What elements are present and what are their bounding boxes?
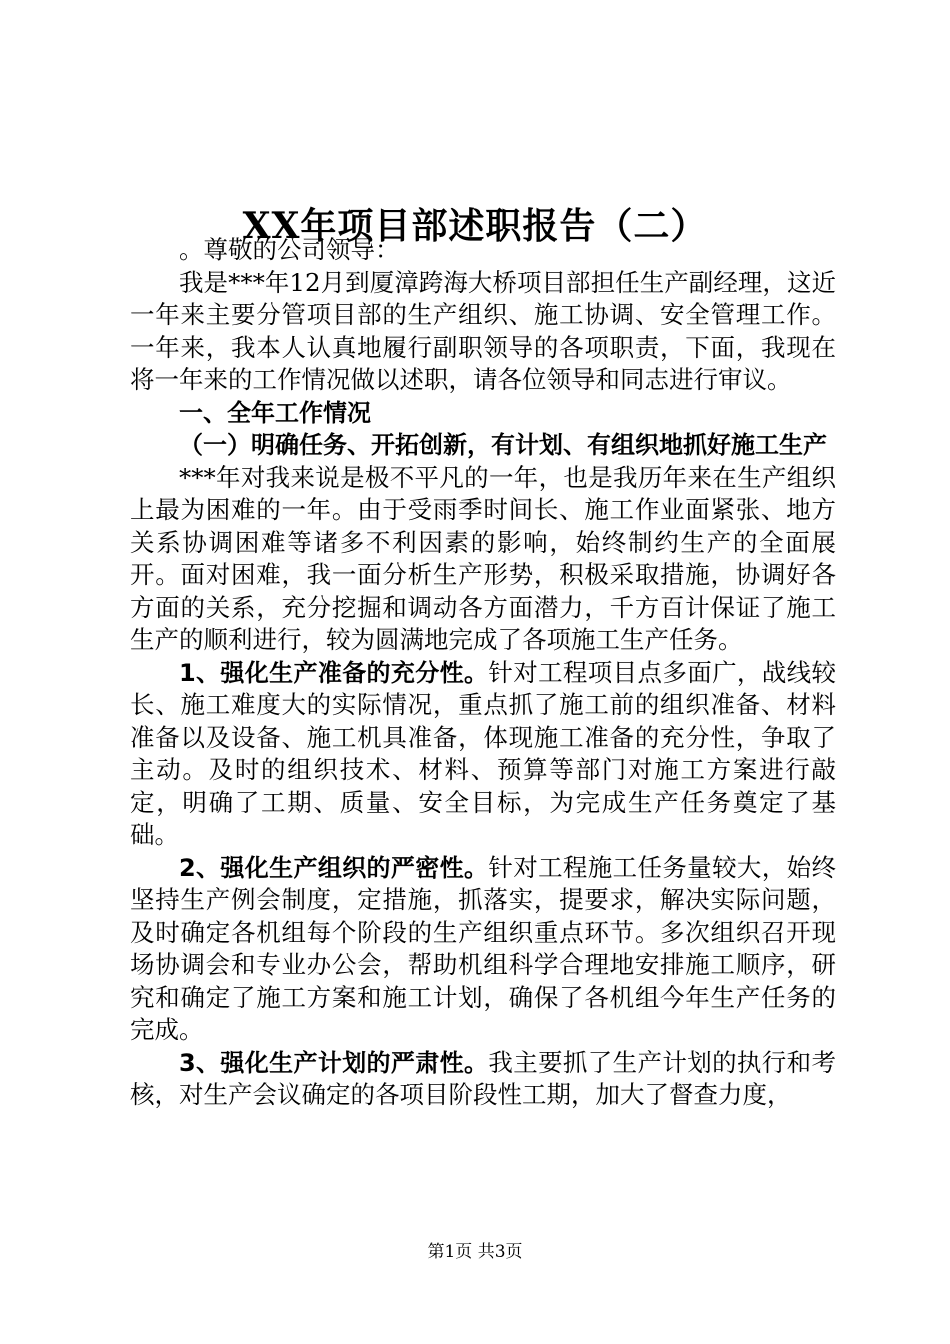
section-heading-1: 一、全年工作情况 xyxy=(179,398,371,427)
item-3-text: 我主要抓了生产计划的执行和考核，对生产会议确定的各项目阶段性工期，加大了督查力度， xyxy=(130,1047,837,1109)
item-1-lead: 1、强化生产准备的充分性。 xyxy=(179,658,489,687)
document-title: XX年项目部述职报告（二） xyxy=(242,205,708,248)
item-2-paragraph xyxy=(130,852,836,1047)
item-2-lead: 2、强化生产组织的严密性。 xyxy=(179,853,489,882)
page-number-footer: 第1页 共3页 xyxy=(427,1242,523,1262)
salutation: 。尊敬的公司领导： xyxy=(179,235,400,264)
document-body xyxy=(130,234,836,1112)
intro-paragraph: 我是***年12月到厦漳跨海大桥项目部担任生产副经理，这近一年来主要分管项目部的生产组织、施工协调、安全管理工作。一年来，我本人认真地履行副职领导的各项职责，下面，我现在将一年来的工作情况做以述职，请各位领导和同志进行审议。 xyxy=(130,267,836,394)
item-1-text: 针对工程项目点多面广，战线较长、施工难度大的实际情况，重点抓了施工前的组织准备、材料准备以及设备、施工机具准备，体现施工准备的充分性，争取了主动。及时的组织技术、材料、预算等部门对施工方案进行敲定，明确了工期、质量、安全目标，为完成生产任务奠定了基础。 xyxy=(130,657,837,849)
subsection-heading-1: （一）明确任务、开拓创新，有计划、有组织地抓好施工生产 xyxy=(179,431,827,459)
item-1-paragraph xyxy=(130,657,836,852)
overview-paragraph: ***年对我来说是极不平凡的一年，也是我历年来在生产组织上最为困难的一年。由于受雨季时间长、施工作业面紧张、地方关系协调困难等诸多不利因素的影响，始终制约生产的全面展开。面对困难，我一面分析生产形势，积极采取措施，协调好各方面的关系，充分挖掘和调动各方面潜力，千方百计保证了施工生产的顺利进行，较为圆满地完成了各项施工生产任务。 xyxy=(130,462,836,654)
item-3-paragraph xyxy=(130,1047,836,1112)
item-3-lead: 3、强化生产计划的严肃性。 xyxy=(179,1048,489,1077)
item-2-text: 针对工程施工任务量较大，始终坚持生产例会制度，定措施，抓落实，提要求，解决实际问题，及时确定各机组每个阶段的生产组织重点环节。多次组织召开现场协调会和专业办公会，帮助机组科学合理地安排施工顺序，研究和确定了施工方案和施工计划，确保了各机组今年生产任务的完成。 xyxy=(130,852,837,1044)
